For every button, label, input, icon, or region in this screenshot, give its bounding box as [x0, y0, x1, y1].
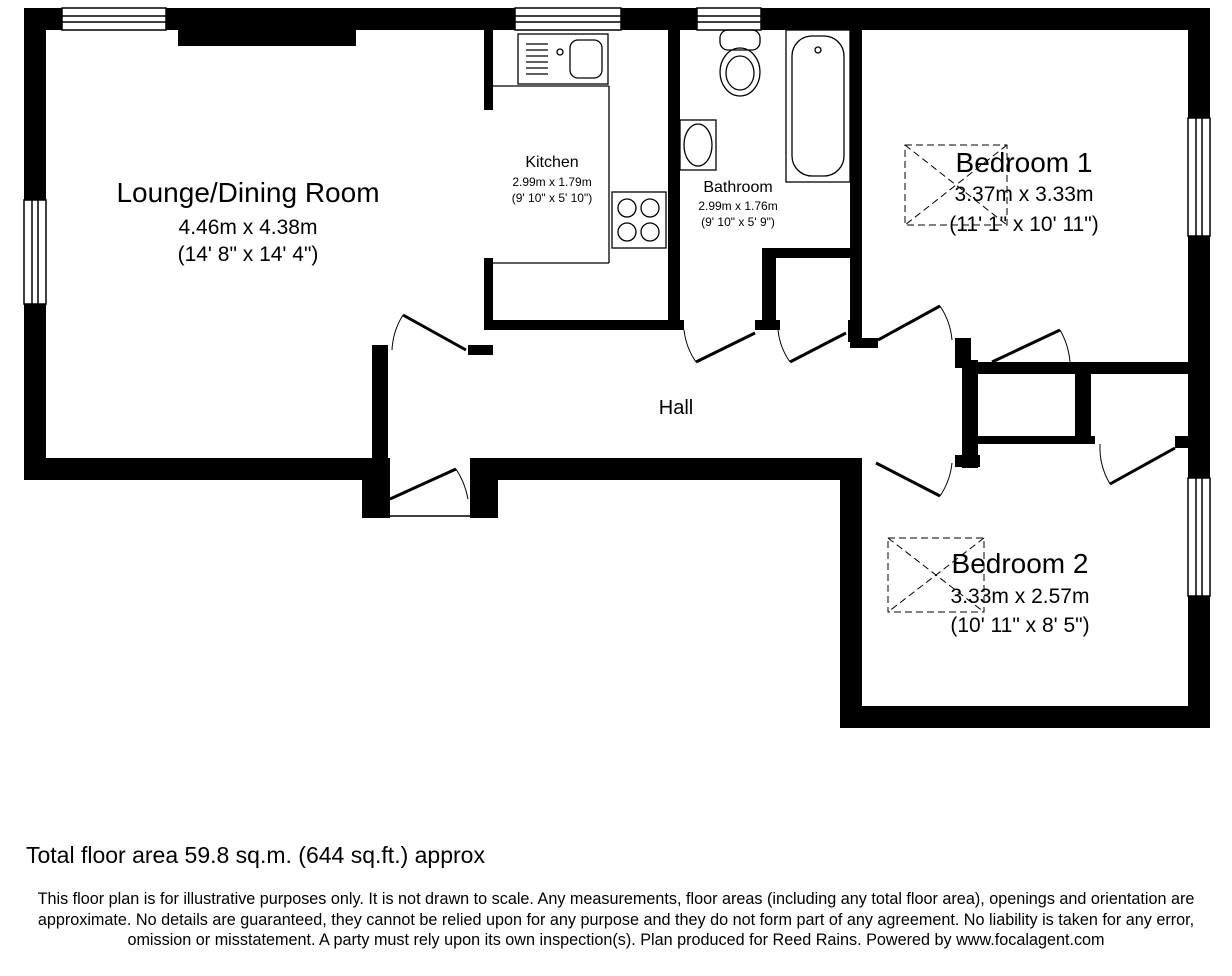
window-kitchen-top — [515, 8, 621, 30]
window-bathroom-top — [697, 8, 761, 30]
room-dimensions-imperial: (14' 8" x 14' 4") — [177, 243, 319, 266]
windows — [24, 8, 1210, 596]
bath-icon — [786, 30, 850, 182]
door-bedroom2 — [876, 463, 952, 496]
kitchen-fixtures — [493, 34, 666, 263]
room-dimensions-metric: 4.46m x 4.38m — [178, 216, 318, 239]
door-lounge — [392, 315, 466, 350]
room-name: Bedroom 1 — [955, 147, 1093, 178]
room-dimensions-imperial: (9' 10" x 5' 9") — [701, 215, 775, 229]
hob-icon — [612, 192, 666, 248]
disclaimer-text: This floor plan is for illustrative purposes only. It is not drawn to scale. Any measurements, floor areas (including any total floor area), openings and orientation are approximate. No details are guaranteed, they cannot be relied upon for any purpose and they do not form part of any agreement. No liability is taken for any error, omission or misstatement. A party must rely upon its own inspection(s). Plan produced for Reed Rains. Powered by www.focalagent.com — [37, 890, 1195, 949]
basin-icon — [680, 120, 716, 170]
total-floor-area: Total floor area 59.8 sq.m. (644 sq.ft.) approx — [26, 842, 485, 868]
window-lounge-left — [24, 200, 46, 304]
room-label-kitchen — [512, 154, 592, 205]
room-dimensions-metric: 2.99m x 1.76m — [698, 199, 778, 213]
room-label-bathroom — [698, 179, 777, 229]
door-closet1 — [992, 330, 1070, 362]
door-kitchen — [684, 330, 755, 362]
room-dimensions-imperial: (9' 10" x 5' 10") — [511, 191, 593, 205]
bathroom-fixtures — [680, 30, 850, 182]
door-bedroom1 — [878, 306, 952, 340]
window-bedroom1-right — [1188, 118, 1210, 236]
window-lounge-top — [62, 8, 166, 30]
room-dimensions-metric: 3.33m x 2.57m — [950, 585, 1090, 608]
door-closet2 — [1100, 444, 1175, 484]
toilet-icon — [720, 30, 760, 96]
room-name: Kitchen — [525, 154, 579, 171]
room-label-bedroom2 — [950, 548, 1089, 637]
room-label-bedroom1 — [949, 147, 1098, 236]
room-dimensions-imperial: (11' 1" x 10' 11") — [949, 213, 1099, 236]
door-entrance — [390, 469, 468, 499]
entrance-opening — [390, 496, 470, 518]
room-label-lounge — [116, 177, 379, 266]
room-label-hall: Hall — [658, 397, 694, 419]
door-bathroom — [778, 330, 846, 362]
room-name: Bedroom 2 — [951, 548, 1089, 579]
window-bedroom2-right — [1188, 478, 1210, 596]
room-name: Lounge/Dining Room — [116, 177, 380, 208]
room-name: Bathroom — [703, 179, 773, 196]
room-dimensions-imperial: (10' 11" x 8' 5") — [950, 614, 1090, 637]
room-dimensions-metric: 3.37m x 3.33m — [954, 183, 1094, 206]
sink-icon — [518, 34, 608, 84]
room-dimensions-metric: 2.99m x 1.79m — [512, 175, 592, 189]
